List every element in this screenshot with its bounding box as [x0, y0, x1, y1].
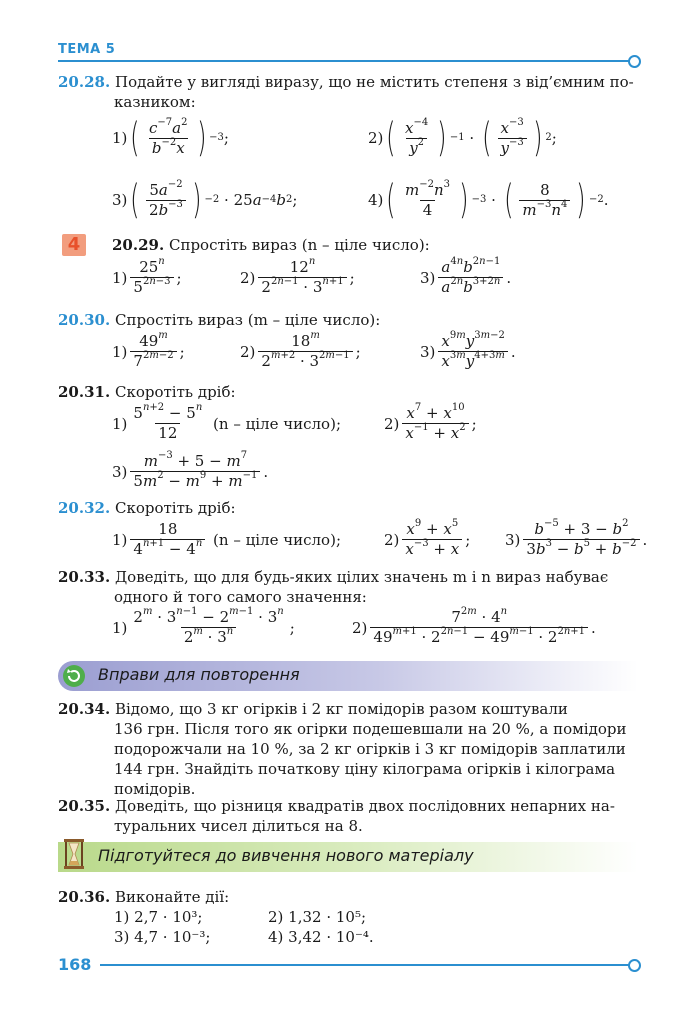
expr-20-30-3: 3) $\frac{x^{9m}y^{3m-2}}{x^{3m}y^{4+3m}}$ .	[420, 330, 516, 370]
exercise-text-cont: подорожчали на 10 %, за 2 кг огірків і 3 кг помідорів заплатили	[114, 740, 626, 758]
exercise-condition: (n – ціле число);	[213, 414, 341, 433]
expr-20-32-3: 3) $\frac{b^{-5} + 3 - b^2}{3b^3 - b^5 + b^{-2}}$ .	[505, 518, 648, 558]
exercise-text: Скоротіть дріб:	[114, 383, 236, 401]
expr-20-29-2: 2) $\frac{12^n}{2^{2n-1} \cdot 3^{n+1}}$ ;	[240, 256, 355, 296]
exercise-number: 20.31.	[58, 383, 111, 401]
review-banner-title: Вправи для повторення	[98, 665, 300, 684]
expr-20-28-4: 4) ( $\frac{m^{-2}n^3}{4}$ ) −3 · ( $\frac{8}{m^{-3}n^4}$ ) −2 .	[368, 177, 609, 223]
expr-20-33-1: 1) $\frac{2^m \cdot 3^{n-1} - 2^{m-1} \cdot 3^n}{2^m \cdot 3^n}$ ;	[112, 606, 295, 646]
page-number: 168	[58, 955, 92, 974]
footer-rule-dot	[628, 959, 641, 972]
exercise-20-35	[58, 796, 640, 836]
exercise-20-32	[58, 499, 236, 517]
exercise-20-30	[58, 311, 380, 329]
exercise-20-31	[58, 383, 236, 401]
prepare-banner-title: Підготуйтеся до вивчення нового матеріалу	[98, 846, 474, 865]
exercise-text: Виконайте дії:	[114, 888, 230, 906]
expr-20-32-1: 1) $\frac{18}{4^{n+1} - 4^n}$ (n – ціле число);	[112, 520, 341, 558]
exercise-condition: (n – ціле число):	[301, 236, 430, 254]
exercise-number: 20.32.	[58, 499, 111, 517]
exercise-20-29	[112, 236, 430, 254]
hourglass-icon	[62, 836, 86, 872]
expr-20-29-3: 3) $\frac{a^{4n}b^{2n-1}}{a^{2n}b^{3+2n}}$ .	[420, 256, 512, 296]
level-4-badge: 4	[62, 234, 86, 256]
footer-rule	[100, 964, 630, 966]
exercise-number: 20.35.	[58, 797, 111, 815]
calc-item-1: 1) 2,7 · 10³;	[114, 908, 203, 926]
topic-header: ТЕМА 5	[58, 42, 116, 57]
expr-20-30-2: 2) $\frac{18^m}{2^{m+2} \cdot 3^{2m-1}}$ ;	[240, 330, 361, 370]
expr-20-28-1: 1) ( $\frac{c^{-7}a^2}{b^{-2}x}$ ) −3 ;	[112, 115, 229, 161]
exercise-text: Спростіть вираз	[114, 311, 243, 329]
exercise-20-36	[58, 888, 229, 906]
exercise-number: 20.33.	[58, 568, 111, 586]
expr-20-31-2: 2) $\frac{x^7 + x^{10}}{x^{-1} + x^2}$ ;	[384, 402, 477, 442]
expr-20-32-2: 2) $\frac{x^9 + x^5}{x^{-3} + x}$ ;	[384, 518, 471, 558]
expr-20-31-1: 1) $\frac{5^{n+2} - 5^n}{12}$ (n – ціле число);	[112, 402, 341, 442]
header-rule	[58, 60, 630, 62]
calc-item-2: 2) 1,32 · 10⁵;	[268, 908, 367, 926]
expr-20-31-3: 3) $\frac{m^{-3} + 5 - m^7}{5m^2 - m^9 + m^{-1}}$ .	[112, 450, 269, 490]
exercise-text: Спростіть вираз	[168, 236, 297, 254]
exercise-text-cont: туральних чисел ділиться на 8.	[114, 817, 363, 835]
exercise-text: Доведіть, що для будь-яких цілих значень m і n вираз набуває	[114, 568, 609, 586]
exercise-number: 20.36.	[58, 888, 111, 906]
expr-20-28-2: 2) ( $\frac{x^{-4}}{y^2}$ ) −1 · ( $\frac{x^{-3}}{y^{-3}}$ ) 2 ;	[368, 115, 557, 161]
exercise-condition: (n – ціле число);	[213, 530, 341, 549]
exercise-text-cont: помідорів.	[114, 780, 196, 798]
calc-item-4: 4) 3,42 · 10⁻⁴.	[268, 928, 374, 946]
expr-20-33-2: 2) $\frac{7^{2m} \cdot 4^n}{49^{m+1} \cdot 2^{2n-1} - 49^{m-1} \cdot 2^{2n+1}}$ .	[352, 606, 596, 646]
exercise-text: Доведіть, що різниця квадратів двох послідовних непарних на-	[114, 797, 615, 815]
expr-20-28-3: 3) ( $\frac{5a^{-2}}{2b^{-3}}$ ) −2 · 25 a −4 b 2 ;	[112, 177, 298, 223]
exercise-number: 20.34.	[58, 700, 111, 718]
header-rule-dot	[628, 55, 641, 68]
exercise-text: Подайте у вигляді виразу, що не містить степеня з від’ємним по-	[114, 73, 634, 91]
calc-item-3: 3) 4,7 · 10⁻³;	[114, 928, 211, 946]
exercise-text: Скоротіть дріб:	[114, 499, 236, 517]
repeat-arrows-icon	[62, 664, 86, 688]
expr-20-30-1: 1) $\frac{49^m}{7^{2m-2}}$ ;	[112, 330, 185, 370]
exercise-20-33	[58, 567, 640, 607]
exercise-text-cont: одного й того самого значення:	[114, 588, 367, 606]
expr-20-29-1: 1) $\frac{25^n}{5^{2n-3}}$ ;	[112, 256, 182, 296]
exercise-number: 20.29.	[112, 236, 165, 254]
prepare-banner	[58, 842, 638, 872]
review-banner	[58, 661, 638, 691]
exercise-20-34	[58, 699, 640, 799]
exercise-condition: (m – ціле число):	[247, 311, 381, 329]
exercise-text-cont: 144 грн. Знайдіть початкову ціну кілограма огірків і кілограма	[114, 760, 616, 778]
exercise-text: Відомо, що 3 кг огірків і 2 кг помідорів разом коштували	[114, 700, 568, 718]
exercise-number: 20.30.	[58, 311, 111, 329]
exercise-text-cont: казником:	[114, 93, 196, 111]
exercise-20-28	[58, 72, 640, 112]
exercise-text-cont: 136 грн. Після того як огірки подешевшали на 20 %, а помідори	[114, 720, 627, 738]
exercise-number: 20.28.	[58, 73, 111, 91]
